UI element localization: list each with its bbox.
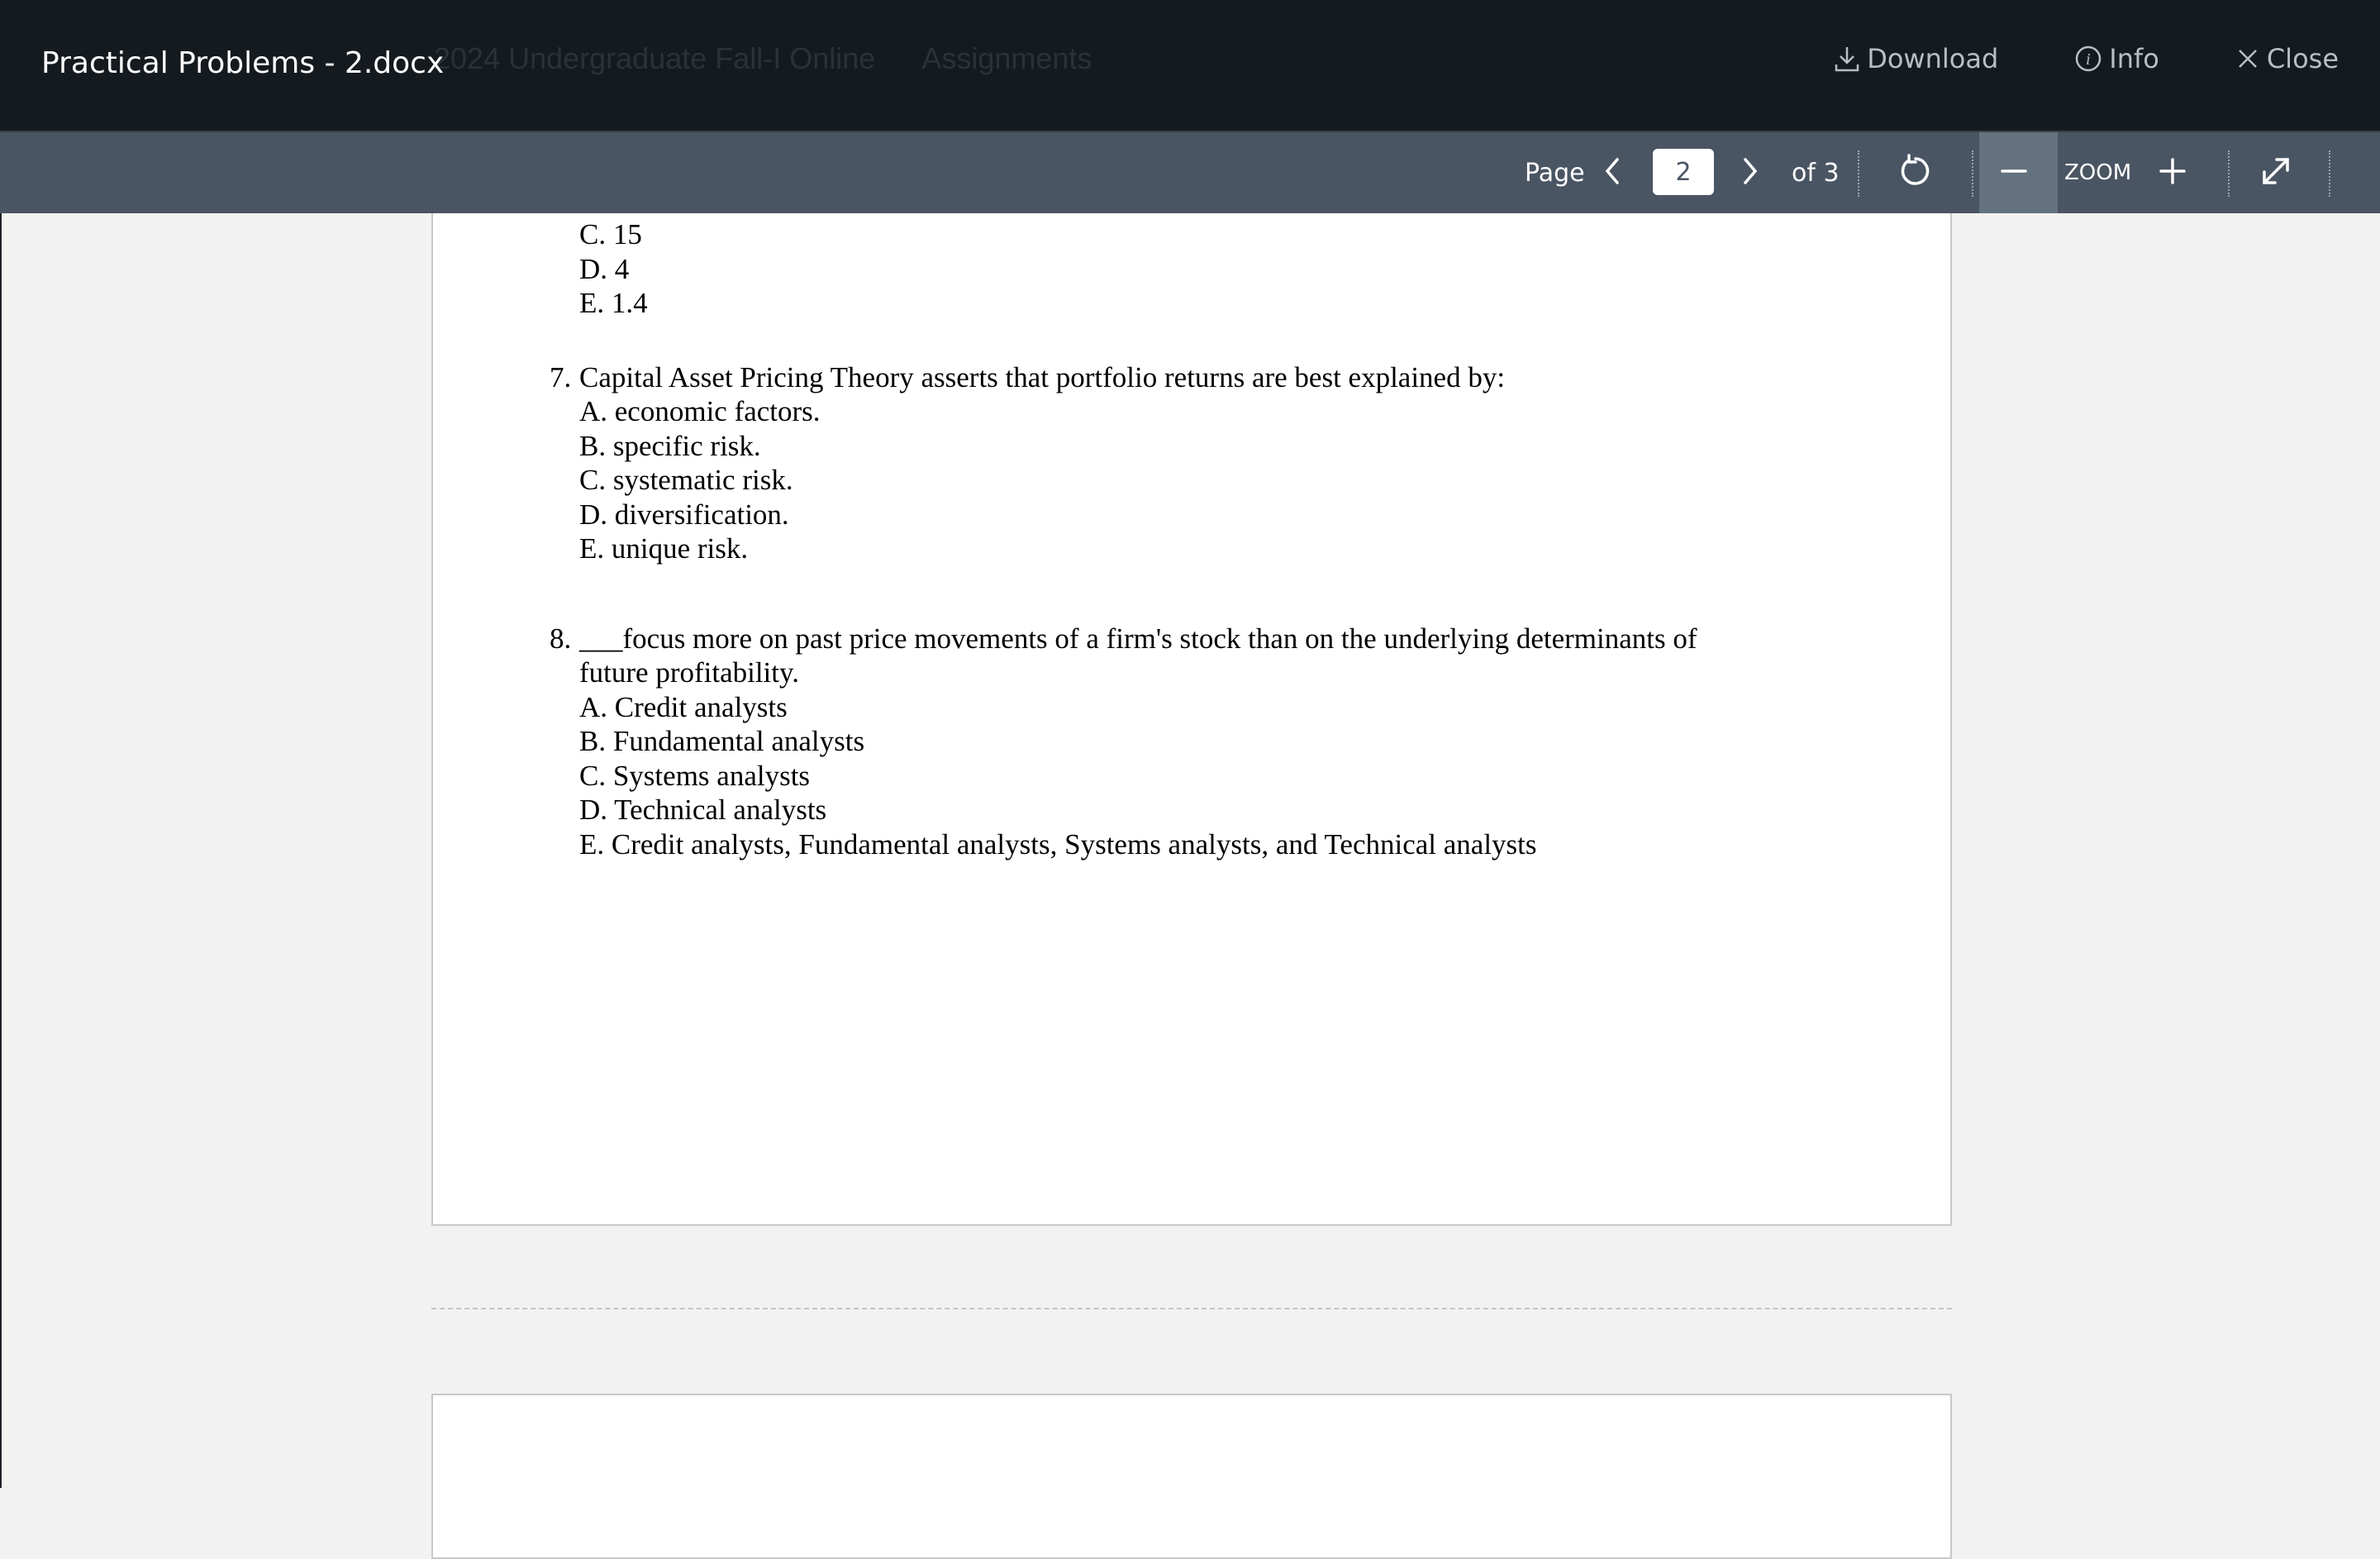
question-8-option-e: E. Credit analysts, Fundamental analysts, Systems analysts, and Technical analysts — [579, 828, 1537, 861]
question-8-text-line2: future profitability. — [579, 656, 799, 689]
zoom-out-button[interactable] — [2000, 132, 2028, 213]
previous-page-button[interactable] — [1599, 132, 1626, 213]
question-8-text-line1: ___focus more on past price movements of a firm's stock than on the underlying determinants of — [579, 622, 1697, 655]
info-icon — [2074, 45, 2102, 73]
close-label: Close — [2266, 43, 2339, 74]
breadcrumb-course: 2024 Undergraduate Fall-I Online — [434, 41, 876, 75]
close-button[interactable] — [2235, 43, 2339, 74]
prev-option-e: E. 1.4 — [579, 287, 648, 319]
question-7-text: Capital Asset Pricing Theory asserts that portfolio returns are best explained by: — [579, 361, 1506, 393]
prev-option-c: C. 15 — [579, 218, 642, 250]
question-7-option-b: B. specific risk. — [579, 430, 761, 462]
download-label: Download — [1867, 43, 1999, 74]
page-count: of 3 — [1792, 158, 1840, 188]
expand-icon — [2259, 154, 2293, 192]
background-breadcrumb — [434, 41, 1131, 76]
question-8-option-b: B. Fundamental analysts — [579, 725, 865, 757]
download-button[interactable] — [1834, 43, 1998, 74]
zoom-in-button[interactable] — [2159, 132, 2187, 213]
viewer-edge — [0, 213, 2, 1488]
question-8-number: 8. — [550, 622, 572, 655]
page-label: Page — [1525, 158, 1585, 188]
next-page-button[interactable] — [1737, 132, 1764, 213]
question-7-option-e: E. unique risk. — [579, 532, 749, 565]
toolbar-separator — [1972, 150, 1973, 197]
chevron-right-icon — [1737, 155, 1764, 191]
toolbar-separator — [1858, 150, 1859, 197]
header-actions — [1834, 43, 2339, 74]
svg-text:i: i — [2086, 50, 2091, 69]
question-7-option-c: C. systematic risk. — [579, 464, 793, 496]
chevron-left-icon — [1599, 155, 1626, 191]
breadcrumb-assignments: Assignments — [921, 41, 1092, 75]
zoom-label: ZOOM — [2064, 160, 2132, 185]
info-label: Info — [2109, 43, 2159, 74]
question-8-option-a: A. Credit analysts — [579, 691, 788, 723]
toolbar-separator — [2329, 150, 2330, 197]
document-page-next — [431, 1394, 1952, 1559]
question-7-number: 7. — [550, 361, 572, 393]
question-7-option-a: A. economic factors. — [579, 395, 821, 427]
page-divider — [431, 1308, 1952, 1309]
rotate-icon — [1897, 153, 1934, 193]
plus-icon — [2159, 157, 2187, 188]
viewer-title-bar — [0, 0, 2380, 132]
info-button[interactable] — [2074, 43, 2159, 74]
question-8-option-d: D. Technical analysts — [579, 794, 827, 826]
minus-icon — [2000, 157, 2028, 188]
page-number-input[interactable] — [1653, 149, 1714, 195]
download-icon — [1834, 45, 1860, 73]
question-7-option-d: D. diversification. — [579, 498, 789, 531]
prev-option-d: D. 4 — [579, 253, 630, 285]
question-8-option-c: C. Systems analysts — [579, 760, 811, 792]
close-icon — [2235, 46, 2260, 71]
document-title: Practical Problems - 2.docx — [41, 46, 445, 80]
rotate-button[interactable] — [1897, 132, 1934, 213]
fullscreen-button[interactable] — [2259, 132, 2293, 213]
toolbar-separator — [2228, 150, 2230, 197]
